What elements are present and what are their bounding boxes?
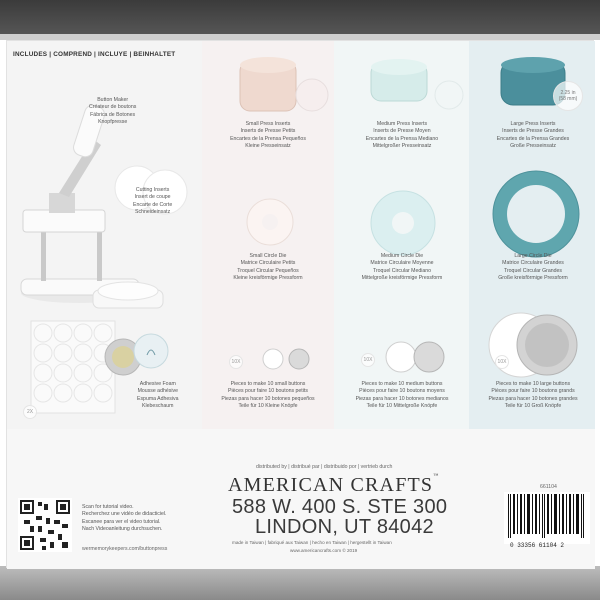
small-die-label: Small Circle Die Matrice Circulaire Petits Troquel Circular Pequeños Kleine kreisförmige Pressform [233, 253, 303, 282]
upc-barcode [504, 492, 590, 544]
address-line-1: 588 W. 400 S. STE 300 [232, 496, 448, 518]
small-pieces-label: Pieces to make 10 small buttons Pièces pour faire 10 boutons petits Piezas para hacer 10 botones pequeños Teile für 10 Kleine Knöpfe [221, 381, 315, 410]
button-maker-label: Button Maker Créateur de boutons Fábrica de Botones Knopfpresse [89, 97, 137, 126]
adhesive-foam-label: Adhesive Foam Mousse adhésive Espuma Adhesiva Klebeschaum [137, 381, 179, 410]
box-bottom-edge [0, 566, 600, 600]
small-circle-die-image [245, 197, 295, 247]
tutorial-url[interactable]: wermemorykeepers.com/buttonpress [82, 546, 168, 552]
brand-name: AMERICAN CRAFTS™ [228, 474, 440, 496]
medium-circle-die-image [369, 189, 437, 257]
foam-quantity-badge: 2X [23, 405, 37, 419]
medium-press-label: Medium Press Inserts Inserts de Presse Moyen Encartes de la Prensa Mediano Mittelgroßer Presseinsatz [365, 121, 439, 150]
sku-number: 661104 [540, 484, 557, 490]
barcode-digits: 0 33356 61104 2 [510, 542, 565, 549]
large-quantity-badge: 10X [495, 355, 509, 369]
scan-instructions: Scan for tutorial video. Recherchez une vidéo de didacticiel. Escanee para ver el video tutorial. Nach Videoanleitung durchsuchen. [82, 504, 167, 533]
small-quantity-badge: 10X [229, 355, 243, 369]
large-pieces-image [487, 309, 583, 381]
small-press-label: Small Press Inserts Inserts de Presse Petits Encartes de la Prensa Pequeños Kleine Presseinsatz [230, 121, 306, 150]
small-press-insert-image [232, 55, 332, 119]
medium-quantity-badge: 10X [361, 353, 375, 367]
distributed-by: distributed by | distribué par | distribuido por | vertrieb durch [256, 464, 393, 470]
cutting-inserts-label: Cutting Inserts Insert de coupe Encarte de Corte Schneideinsatz [133, 187, 173, 216]
sample-buttons-image [103, 333, 173, 381]
box-top-edge [0, 0, 600, 40]
large-pieces-label: Pieces to make 10 large buttons Pièces pour faire 10 boutons grands Piezas para hacer 10 botones grandes Teile für 10 Groß Knöpfe [488, 381, 578, 410]
large-circle-die-image [491, 169, 581, 259]
medium-die-label: Medium Circle Die Matrice Circulaire Moyenne Troquel Circular Mediano Mittelgroße kreisförmige Pressform [361, 253, 443, 282]
large-die-label: Large Circle Die Matrice Circulaire Grandes Troquel Circular Grandes Große kreisförmige Pressform [498, 253, 568, 282]
medium-press-insert-image [367, 55, 467, 115]
large-press-label: Large Press Inserts Inserts de Presse Grandes Encartes de la Prensa Grandes Große Presseinsatz [496, 121, 570, 150]
includes-heading: INCLUDES | COMPREND | INCLUYE | BEINHALTET [13, 51, 176, 58]
website: www.americancrafts.com © 2019 [290, 548, 358, 553]
large-size-badge: 2.25 in (58 mm) [553, 81, 583, 111]
made-in: made in Taiwan | fabriqué aux Taiwan | hecho en Taiwan | hergestellt in Taiwan [232, 540, 392, 545]
medium-pieces-image [377, 335, 457, 379]
qr-code[interactable] [18, 498, 72, 552]
small-pieces-image [239, 343, 319, 375]
medium-pieces-label: Pieces to make 10 medium buttons Pièces pour faire 10 boutons moyens Piezas para hacer 10 botones medianos Teile für 10 Mittelgroße Knöpfe [355, 381, 449, 410]
address-line-2: LINDON, UT 84042 [255, 516, 434, 538]
